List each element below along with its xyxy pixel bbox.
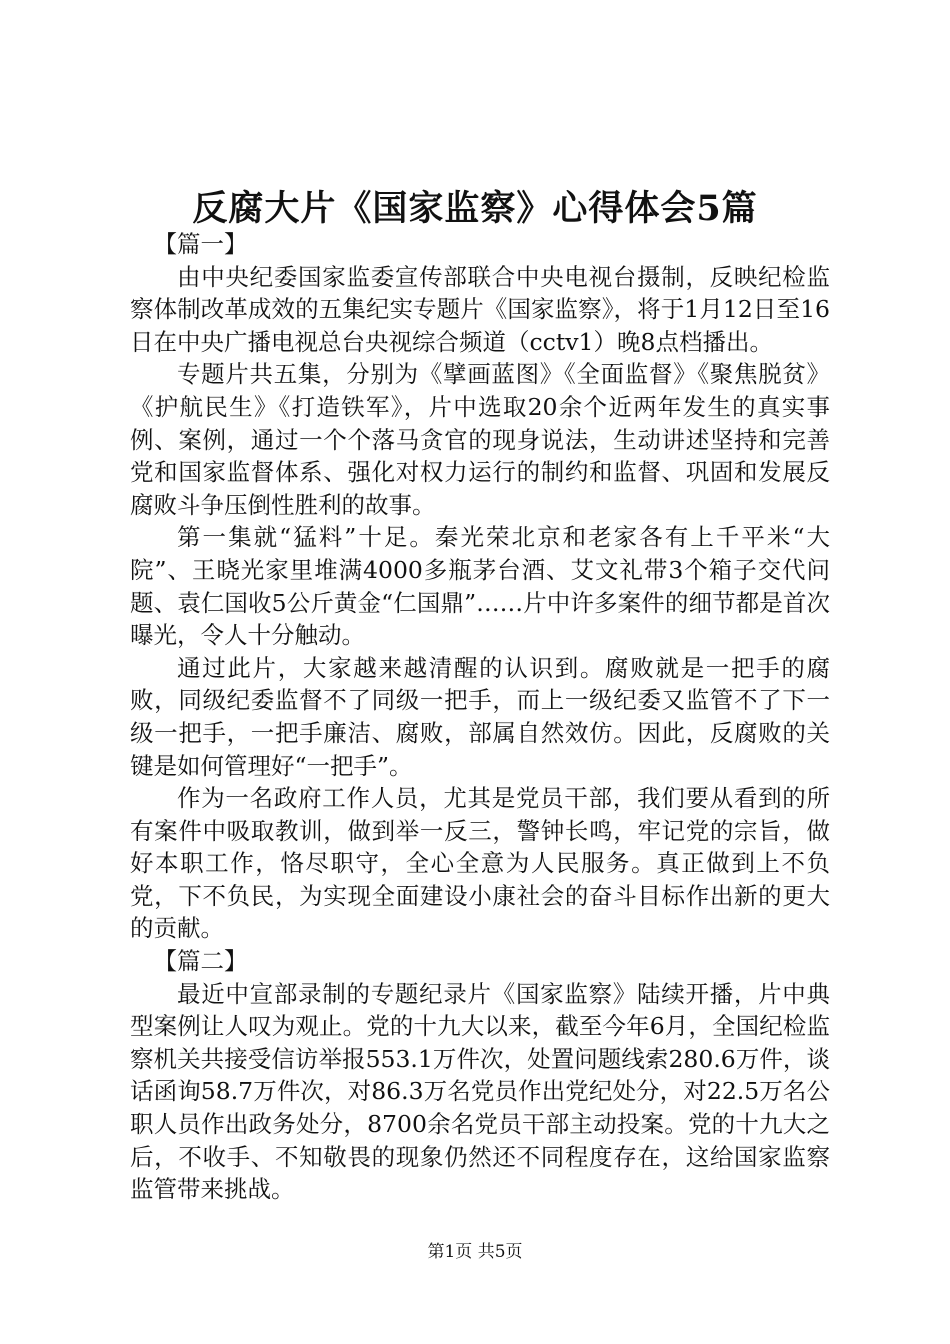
- document-body: [130, 228, 830, 1206]
- paragraph: 作为一名政府工作人员，尤其是党员干部，我们要从看到的所有案件中吸取教训，做到举一反三，警钟长鸣，牢记党的宗旨，做好本职工作，恪尽职守，全心全意为人民服务。真正做到上不负党，下不负民，为实现全面建设小康社会的奋斗目标作出新的更大的贡献。: [130, 784, 830, 943]
- section-heading: 【篇一】: [153, 230, 248, 258]
- paragraph: 第一集就“猛料”十足。秦光荣北京和老家各有上千平米“大院”、王晓光家里堆满4000多瓶茅台酒、艾文礼带3个箱子交代问题、袁仁国收5公斤黄金“仁国鼎”……片中许多案件的细节都是首次曝光，令人十分触动。: [130, 523, 830, 650]
- page-footer: 第1页 共5页: [427, 1242, 523, 1262]
- document-title: 反腐大片《国家监察》心得体会5篇: [192, 188, 758, 229]
- paragraph: 专题片共五集，分别为《擘画蓝图》《全面监督》《聚焦脱贫》《护航民生》《打造铁军》，片中选取20余个近两年发生的真实事例、案例，通过一个个落马贪官的现身说法，生动讲述坚持和完善党和国家监督体系、强化对权力运行的制约和监督、巩固和发展反腐败斗争压倒性胜利的故事。: [130, 360, 830, 519]
- paragraph: 通过此片，大家越来越清醒的认识到。腐败就是一把手的腐败，同级纪委监督不了同级一把手，而上一级纪委又监管不了下一级一把手，一把手廉洁、腐败，部属自然效仿。因此，反腐败的关键是如何管理好“一把手”。: [130, 653, 830, 780]
- section-heading: 【篇二】: [153, 947, 248, 976]
- paragraph: 由中央纪委国家监委宣传部联合中央电视台摄制，反映纪检监察体制改革成效的五集纪实专题片《国家监察》，将于1月12日至16日在中央广播电视总台央视综合频道（cctv1）晚8点档播出。: [130, 262, 830, 356]
- paragraph: 最近中宣部录制的专题纪录片《国家监察》陆续开播，片中典型案例让人叹为观止。党的十九大以来，截至今年6月，全国纪检监察机关共接受信访举报553.1万件次，处置问题线索280.6万件，谈话函询58.7万件次，对86.3万名党员作出党纪处分，对22.5万名公职人员作出政务处分，8700余名党员干部主动投案。党的十九大之后，不收手、不知敬畏的现象仍然还不同程度存在，这给国家监察监管带来挑战。: [130, 979, 830, 1204]
